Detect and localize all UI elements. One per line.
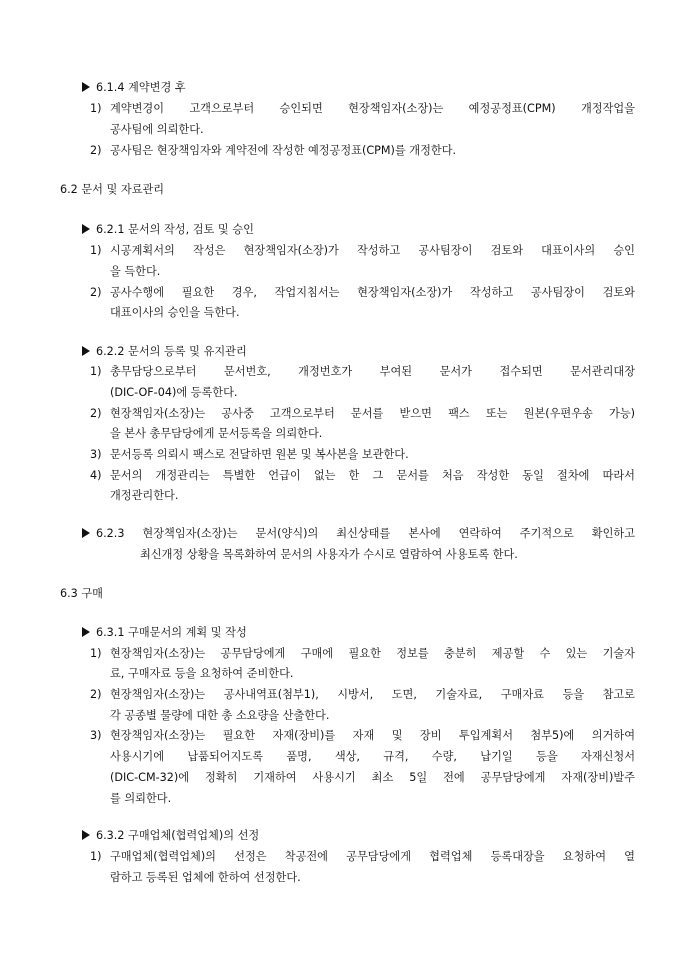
item-number: 3)	[90, 448, 102, 461]
paragraph-line: 문서의 개정관리는 특별한 언급이 없는 한 그 문서를 처음 작성한 동일 절차에 따라서	[110, 469, 635, 482]
item-number: 2)	[90, 144, 102, 157]
section-heading-6-3: 6.3 구매	[60, 587, 103, 600]
paragraph-line: 료, 구매자료 등을 요청하여 준비한다.	[110, 667, 294, 680]
paragraph-line: 을 본사 총무담당에게 문서등록을 의뢰한다.	[110, 427, 323, 440]
bullet-triangle-icon	[82, 224, 90, 234]
paragraph-line: 람하고 등록된 업체에 한하여 선정한다.	[110, 871, 301, 884]
paragraph-line: 공사수행에 필요한 경우, 작업지침서는 현장책임자(소장)가 작성하고 공사팀장이 검토와	[110, 286, 635, 299]
subsection-heading-6-3-2: 6.3.2 구매업체(협력업체)의 선정	[82, 826, 259, 845]
section-heading-6-2: 6.2 문서 및 자료관리	[60, 183, 165, 196]
bullet-triangle-icon	[82, 627, 90, 637]
bullet-triangle-icon	[82, 346, 90, 356]
item-number: 1)	[90, 244, 102, 257]
item-number: 1)	[90, 647, 102, 660]
item-number: 4)	[90, 469, 102, 482]
item-number: 1)	[90, 850, 102, 863]
item-number: 2)	[90, 688, 102, 701]
subsection-heading-6-2-2: 6.2.2 문서의 등록 및 유지관리	[82, 342, 247, 361]
paragraph-line: 을 득한다.	[110, 265, 161, 278]
subsection-heading-6-2-1: 6.2.1 문서의 작성, 검토 및 승인	[82, 220, 254, 239]
paragraph-line: 문서등록 의뢰시 팩스로 전달하면 원본 및 복사본을 보관한다.	[110, 448, 409, 461]
paragraph-line: 계약변경이 고객으로부터 승인되면 현장책임자(소장)는 예정공정표(CPM) 개정작업을	[110, 102, 635, 115]
paragraph-line: 공사팀에 의뢰한다.	[110, 123, 204, 136]
item-number: 1)	[90, 365, 102, 378]
paragraph-line: (DIC-CM-32)에 정확히 기재하여 사용시기 최소 5일 전에 공무담당에게 자재(장비)발주	[110, 771, 635, 784]
item-number: 3)	[90, 729, 102, 742]
subsection-heading-6-1-4: 6.1.4 계약변경 후	[82, 78, 186, 97]
bullet-triangle-icon	[82, 82, 90, 92]
paragraph-line: 현장책임자(소장)는 공사내역표(첨부1), 시방서, 도면, 기술자료, 구매자료 등을 참고로	[110, 688, 635, 701]
paragraph-line: 각 공종별 물량에 대한 총 소요량을 산출한다.	[110, 709, 330, 722]
paragraph-line: 대표이사의 승인을 득한다.	[110, 306, 240, 319]
bullet-triangle-icon	[82, 830, 90, 840]
item-number: 1)	[90, 102, 102, 115]
paragraph-line: 현장책임자(소장)는 필요한 자재(장비)를 자재 및 장비 투입계획서 첨부5)에 의거하여	[110, 729, 635, 742]
paragraph-line: 공사팀은 현장책임자와 계약전에 작성한 예정공정표(CPM)를 개정한다.	[110, 144, 457, 157]
item-number: 2)	[90, 286, 102, 299]
tri-bullet	[82, 524, 96, 543]
item-number: 2)	[90, 407, 102, 420]
paragraph-line: 현장책임자(소장)는 공무담당에게 구매에 필요한 정보를 충분히 제공할 수 있는 기술자	[110, 647, 635, 660]
paragraph-line: 를 의뢰한다.	[110, 792, 172, 805]
paragraph-line: (DIC-OF-04)에 등록한다.	[110, 386, 238, 399]
paragraph-line: 6.2.3 현장책임자(소장)는 문서(양식)의 최신상태를 본사에 연락하여 주기적으로 확인하고	[96, 527, 635, 540]
paragraph-line: 현장책임자(소장)는 공사중 고객으로부터 문서를 받으면 팩스 또는 원본(우편우송 가능)	[110, 407, 635, 420]
subsection-heading-6-3-1: 6.3.1 구매문서의 계획 및 작성	[82, 623, 247, 642]
paragraph-line: 구매업체(협력업체)의 선정은 착공전에 공무담당에게 협력업체 등록대장을 요청하여 열	[110, 850, 635, 863]
bullet-triangle-icon	[82, 528, 90, 538]
paragraph-line: 개정관리한다.	[110, 489, 179, 502]
paragraph-line: 시공계획서의 작성은 현장책임자(소장)가 작성하고 공사팀장이 검토와 대표이사의 승인	[110, 244, 635, 257]
paragraph-line: 사용시기에 납품되어지도록 품명, 색상, 규격, 수량, 납기일 등을 자재신청서	[110, 750, 635, 763]
paragraph-line: 총무담당으로부터 문서번호, 개정번호가 부여된 문서가 접수되면 문서관리대장	[110, 365, 635, 378]
paragraph-line: 최신개정 상황을 목록화하여 문서의 사용자가 수시로 열람하여 사용토록 한다.	[140, 548, 518, 561]
